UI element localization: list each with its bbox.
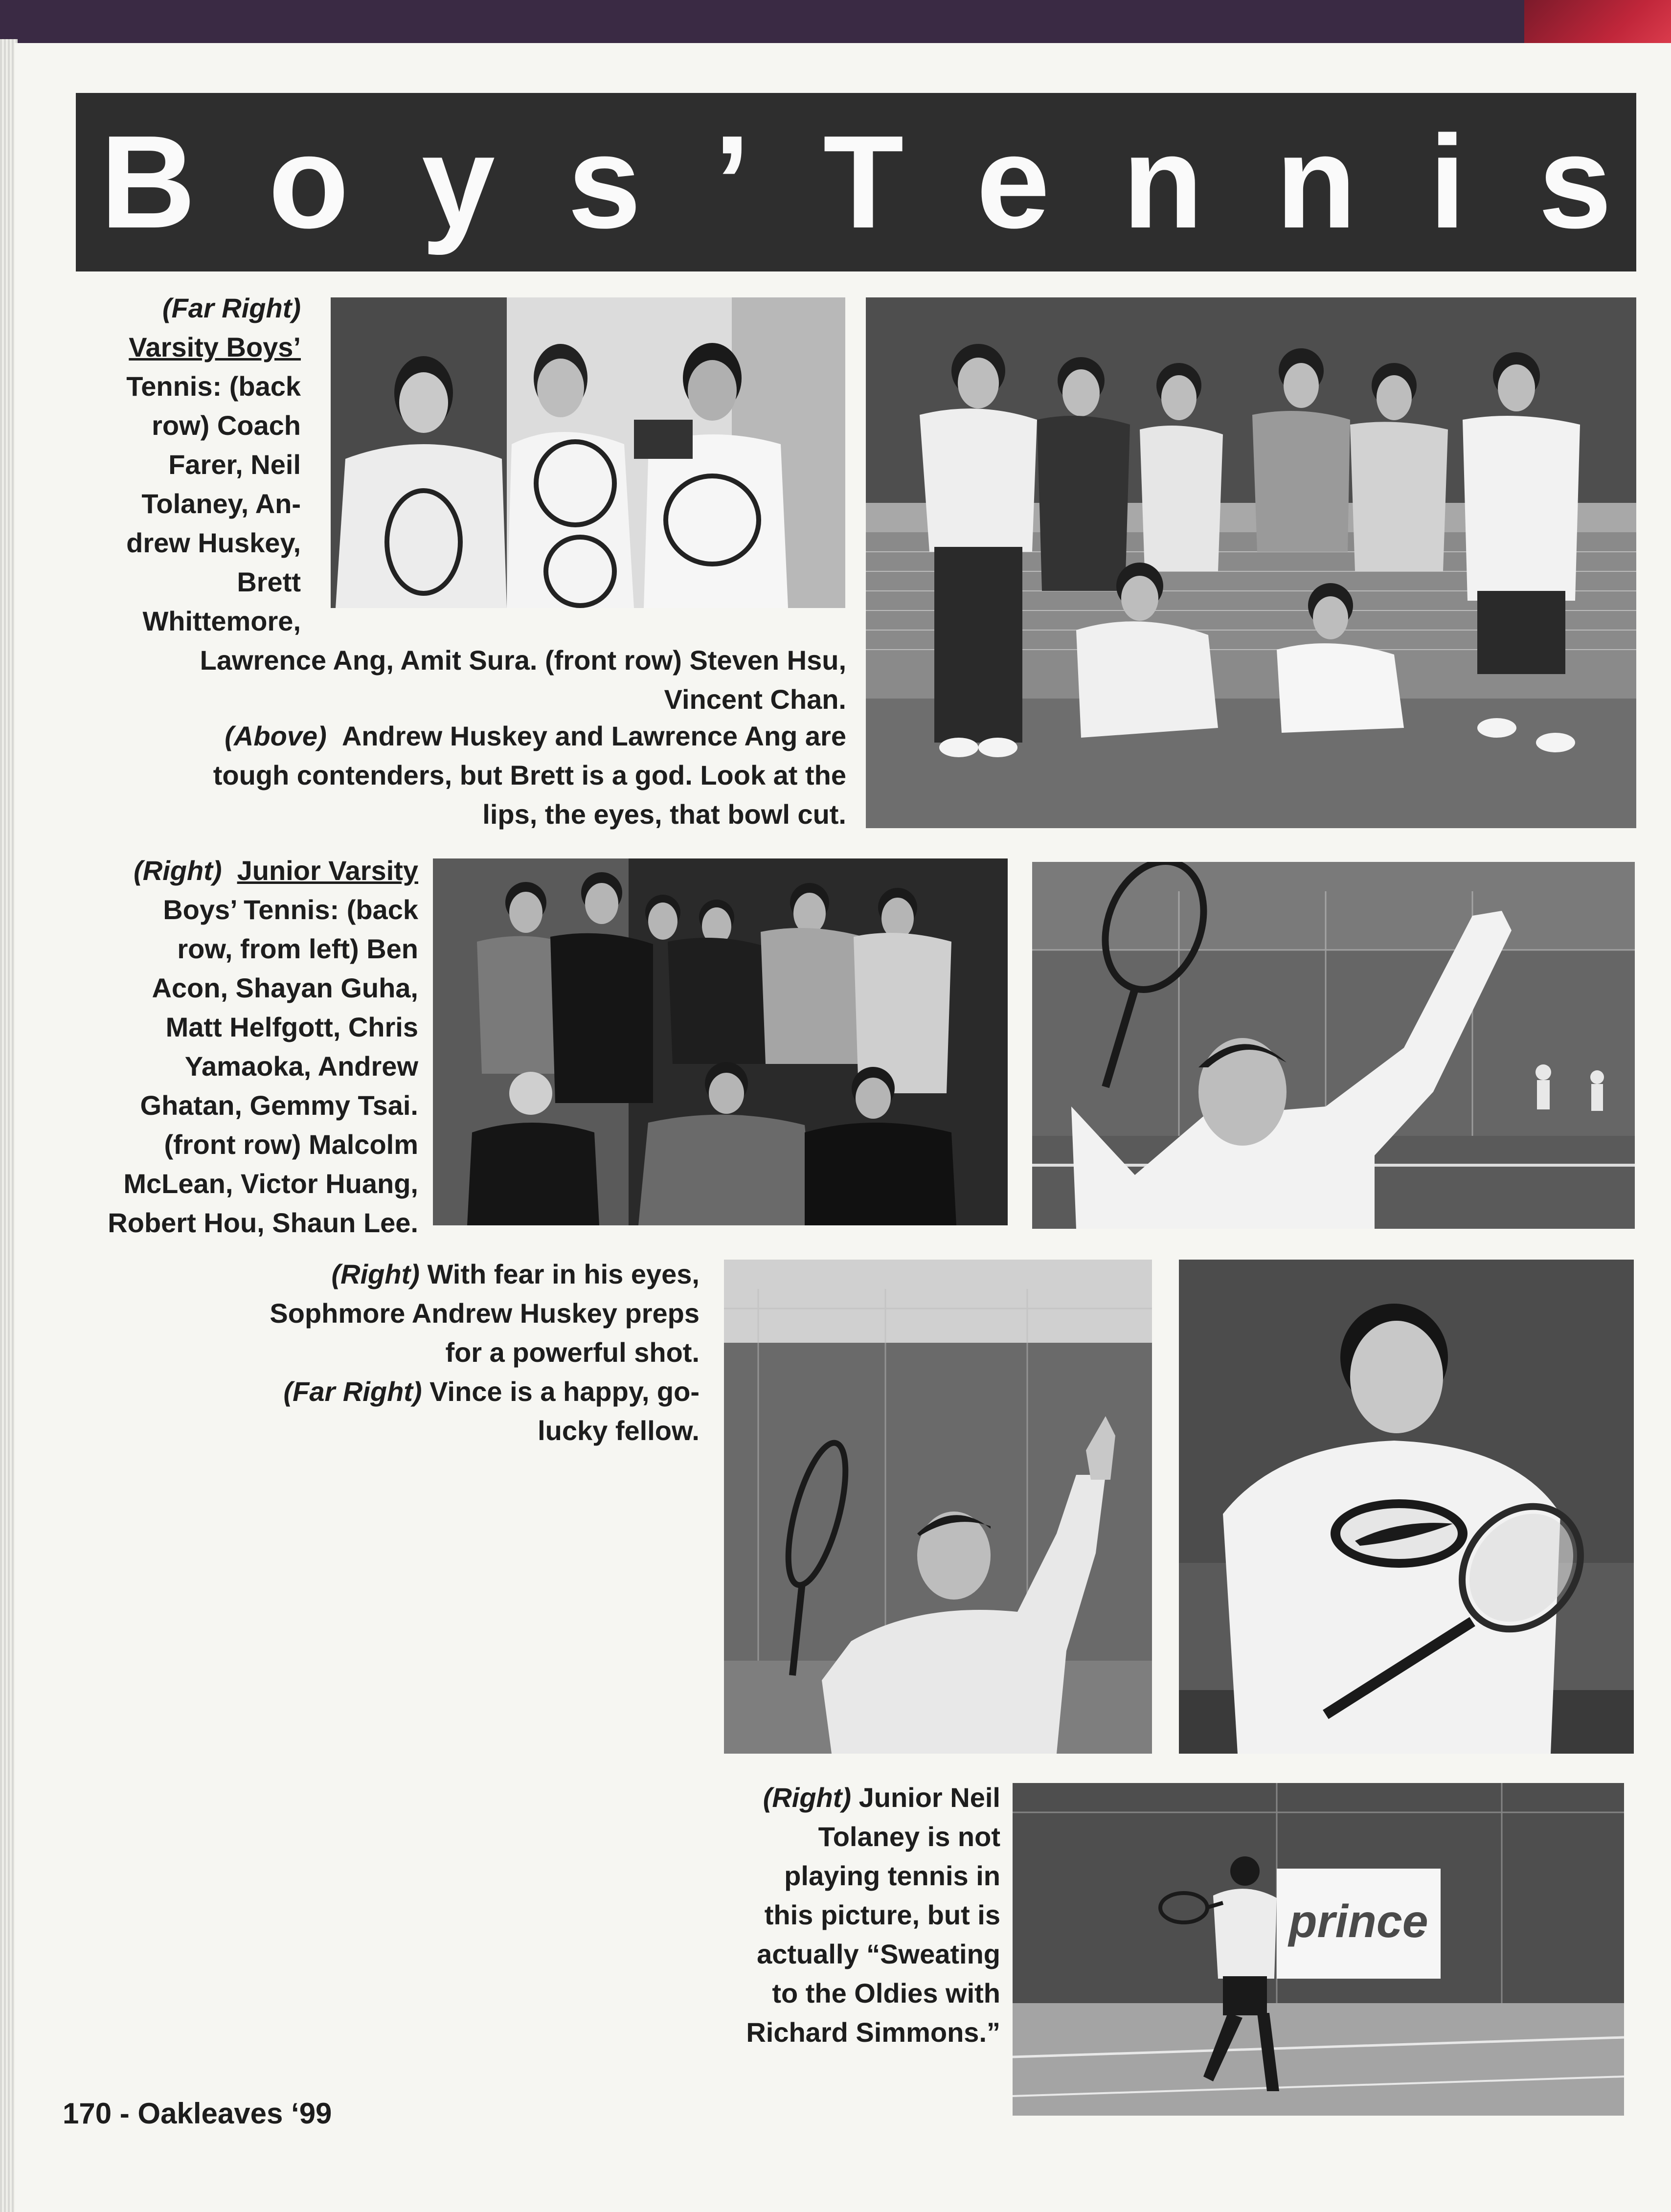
caption-lead: (Right) bbox=[134, 855, 222, 886]
title-letter: n bbox=[1275, 108, 1356, 256]
photo-jv-team-group bbox=[433, 858, 1008, 1225]
caption-line: this picture, but is bbox=[764, 1899, 1000, 1930]
title-letter: i bbox=[1429, 108, 1466, 256]
caption-jv bbox=[49, 851, 418, 1242]
title-letter: o bbox=[268, 108, 349, 256]
caption-lead: (Far Right) bbox=[283, 1376, 422, 1407]
caption-line: Ghatan, Gemmy Tsai. bbox=[140, 1090, 418, 1121]
photo-tolaney-on-court bbox=[1013, 1783, 1624, 2116]
caption-line: Andrew Huskey and Lawrence Ang are bbox=[341, 721, 846, 751]
caption-varsity-cont bbox=[98, 641, 846, 719]
caption-line: Yamaoka, Andrew bbox=[184, 1051, 418, 1082]
caption-line: With fear in his eyes, bbox=[427, 1259, 700, 1289]
caption-lead: (Right) bbox=[763, 1782, 852, 1813]
photo-trio-with-rackets bbox=[331, 297, 845, 608]
caption-line: Tennis: (back bbox=[126, 371, 301, 402]
page-title bbox=[76, 93, 1636, 271]
caption-line: actually “Sweating bbox=[757, 1939, 1000, 1969]
caption-line: Tolaney is not bbox=[818, 1821, 1000, 1852]
title-letter: n bbox=[1122, 108, 1203, 256]
caption-line: tough contenders, but Brett is a god. Look at the bbox=[213, 760, 846, 790]
caption-line: Tolaney, An- bbox=[141, 488, 301, 519]
photo-player-serving bbox=[1032, 862, 1635, 1229]
caption-line: for a powerful shot. bbox=[445, 1337, 700, 1368]
caption-line: Varsity Boys’ bbox=[129, 332, 301, 362]
caption-lead: (Right) bbox=[331, 1259, 420, 1289]
caption-line: Brett bbox=[237, 566, 301, 597]
photo-vince-smiling bbox=[1179, 1260, 1634, 1754]
caption-line: Whittemore, bbox=[142, 606, 301, 636]
title-letter: ’ bbox=[714, 108, 751, 256]
caption-line: Junior Neil bbox=[858, 1782, 1000, 1813]
title-letter: s bbox=[567, 108, 641, 256]
title-letter: T bbox=[823, 108, 904, 256]
caption-line: to the Oldies with bbox=[772, 1978, 1000, 2009]
caption-tolaney bbox=[704, 1778, 1000, 2052]
caption-line: row, from left) Ben bbox=[177, 933, 418, 964]
title-letter: e bbox=[976, 108, 1050, 256]
caption-line: Vincent Chan. bbox=[664, 684, 846, 715]
caption-above bbox=[88, 717, 846, 834]
caption-line: Matt Helfgott, Chris bbox=[165, 1012, 418, 1042]
caption-line: Junior Varsity bbox=[237, 855, 418, 886]
page-folio: 170 - Oakleaves ‘99 bbox=[63, 2097, 332, 2130]
title-letter: s bbox=[1538, 108, 1612, 256]
photo-huskey-prep-shot bbox=[724, 1260, 1152, 1754]
caption-line: Acon, Shayan Guha, bbox=[152, 972, 418, 1003]
caption-varsity bbox=[64, 289, 301, 641]
caption-line: Lawrence Ang, Amit Sura. (front row) Steven Hsu, bbox=[200, 645, 846, 676]
prince-banner-text: prince bbox=[1288, 1896, 1428, 1947]
caption-line: Boys’ Tennis: (back bbox=[163, 894, 418, 925]
title-letter: B bbox=[100, 108, 196, 256]
caption-line: Robert Hou, Shaun Lee. bbox=[108, 1207, 418, 1238]
caption-lead: (Far Right) bbox=[162, 293, 301, 323]
caption-line: drew Huskey, bbox=[126, 527, 301, 558]
photo-varsity-team-group bbox=[866, 297, 1636, 828]
caption-line: (front row) Malcolm bbox=[164, 1129, 418, 1160]
caption-line: Vince is a happy, go- bbox=[429, 1376, 700, 1407]
caption-lead: (Above) bbox=[225, 721, 327, 751]
caption-line: lips, the eyes, that bowl cut. bbox=[482, 799, 846, 830]
caption-huskey-vince bbox=[205, 1255, 700, 1450]
caption-line: McLean, Victor Huang, bbox=[123, 1168, 418, 1199]
caption-line: row) Coach bbox=[152, 410, 301, 441]
caption-line: Richard Simmons.” bbox=[746, 2017, 1000, 2048]
title-letter: y bbox=[421, 108, 496, 256]
caption-line: lucky fellow. bbox=[538, 1415, 700, 1446]
caption-line: Farer, Neil bbox=[168, 449, 301, 480]
caption-line: Sophmore Andrew Huskey preps bbox=[270, 1298, 700, 1329]
caption-line: playing tennis in bbox=[784, 1860, 1000, 1891]
